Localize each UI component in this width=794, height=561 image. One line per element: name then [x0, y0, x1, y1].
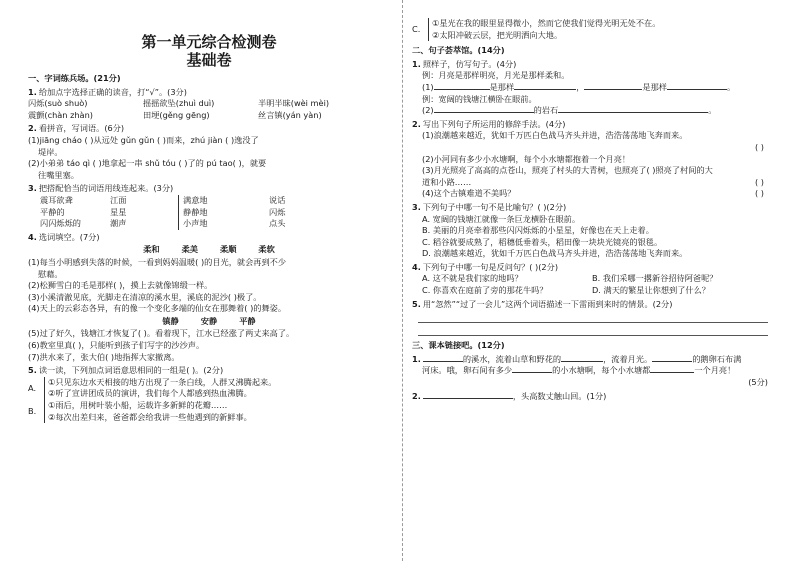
match-word[interactable]: 小声地 [183, 218, 208, 229]
example-sentence: 例：宽阔的钱塘江横卧在眼前。 [422, 93, 537, 104]
fill-line[interactable]: (2) 的岩石 。 [422, 105, 717, 116]
item-line: (3)月光照亮了高高的点苍山，照亮了村头的大青树，也照亮了( )照亮了村间的大 [422, 165, 713, 176]
match-word[interactable]: 说话 [269, 194, 286, 205]
answer-paren[interactable]: ( ) [755, 176, 764, 187]
item-line[interactable]: (4)天上的云彩态各异，有的像一个变化多端的仙女在那舞着( )的舞姿。 [28, 303, 287, 314]
choice-b[interactable]: B. 我们采哪一撂新谷招待阿爸呢？ [592, 273, 718, 284]
item-line[interactable]: (2)松狮雪白的毛是那样( )，摸上去就像锦缎一样。 [28, 280, 213, 291]
pinyin-row-2 [28, 110, 390, 122]
word-bank-1: 柔和 柔美 柔顺 柔软 [143, 244, 275, 255]
match-column-2 [110, 195, 178, 230]
pinyin-item[interactable]: 丝言镇(yán yàn) [258, 109, 322, 120]
choice-b[interactable]: B. ①雨后，用树叶装小船，运载许多新鲜的花瓣…… ②每次出差归来，爸爸都会给我讲一些他遇到的新鲜事。 [28, 400, 252, 422]
item-line: 道和小路…… [422, 176, 472, 187]
column-divider [402, 0, 403, 561]
item-line: 往嘴里塞。 [38, 169, 79, 180]
item-line: (4)这个古镇难道不美吗？ [422, 188, 516, 199]
question-2-5: 5. 用“忽然”“过了一会儿”这两个词语描述一下雷雨到来时的情景。(2分) [412, 299, 774, 337]
question-2-1: 1. 照样子，仿写句子。(4分) 例：月亮是那样明亮，月光是那样柔和。 (1) 是那样 ， 是那样 。 例：宽阔的钱塘江横卧在眼前。 (2) 的岩石 。 [412, 59, 774, 117]
match-column-3 [178, 195, 269, 230]
choice-d[interactable]: D. 浪潮越来越近，犹如千万匹白色战马齐头并进，浩浩荡荡地飞奔而来。 [422, 248, 688, 259]
match-word[interactable]: 江面 [110, 194, 127, 205]
page-subtitle: 基础卷 [186, 51, 232, 69]
item-line[interactable]: (6)教室里真( )，只能听到孩子们写字的沙沙声。 [28, 340, 205, 351]
match-column-4 [269, 195, 339, 230]
question-2-2: 2. 写出下列句子所运用的修辞手法。(4分) (1)浪潮越来越近，犹如千万匹白色战马齐头并进，浩浩荡荡地飞奔而来。 ( ) (2)小河同有多少小水塘啊，每个小水塘都抱着一个月亮！ (3)月光照亮了高高的点苍山，照亮了村头的大青树，也照亮了( )照亮了村间的大 道和小路…… ( ) (4)这个古镇难道不美吗？ ( ) [412, 119, 774, 200]
match-word[interactable]: 点头 [269, 218, 286, 229]
choice-a[interactable]: A. ①只见东边水天相接的地方出现了一条白线，人群又沸腾起来。 ②听了宣讲团成员的演讲，我们每个人都感到热血沸腾。 [28, 376, 277, 399]
match-word[interactable]: 潮声 [110, 218, 127, 229]
question-1-1: 1. 给加点字选择正确的读音，打“√”。(3分) 闪烁(suò shuò) 摇摇欲坠(zhuì duì) 半明半昧(wèi mèi) 震颤(chàn zhàn) 田埂(gěng gēng) 丝言镇(yán yàn) [28, 87, 390, 122]
choice-a[interactable]: A. 这不就是我们家的地吗？ [422, 273, 523, 284]
item-line[interactable]: (7)洪水来了，张大伯( )地指挥大家撤离。 [28, 351, 180, 362]
example-sentence: 例：月亮是那样明亮，月光是那样柔和。 [422, 70, 570, 81]
page-title: 第一单元综合检测卷 [141, 33, 277, 51]
pinyin-row-1 [28, 98, 390, 110]
answer-paren[interactable]: ( ) [755, 141, 764, 152]
pinyin-item[interactable]: 田埂(gěng gēng) [143, 109, 210, 120]
item-line: (1)浪潮越来越近，犹如千万匹白色战马齐头并进，浩浩荡荡地飞奔而来。 [422, 130, 688, 141]
match-column-1 [40, 195, 110, 230]
item-line: (2)小河同有多少小水塘啊，每个小水塘都抱着一个月亮！ [422, 153, 631, 164]
match-word[interactable]: 平静的 [40, 206, 65, 217]
choice-d[interactable]: D. 满天的繁星让你想到了什么？ [592, 285, 710, 296]
matching-grid [28, 195, 390, 230]
answer-line[interactable] [418, 310, 768, 323]
answer-paren[interactable]: ( ) [755, 188, 764, 199]
question-3-1: 1. 的溪水，流着山草和野花的 ，流着月光。 的鹅卵石布满 河床。哦，卵石间有多少 的小水塘啊，每个小水塘都 一个月亮！ (5分) [412, 354, 774, 389]
score-note: (5分) [748, 377, 768, 388]
match-word[interactable]: 闪烁 [269, 206, 286, 217]
match-word[interactable]: 满意地 [183, 194, 208, 205]
item-line: 慰藉。 [38, 268, 63, 279]
question-1-2: 2. 看拼音，写词语。(6分) (1)jiāng cháo ( )从远处 gǔn gǔn ( )而来，zhú jiàn ( )逸没了 堤岸。 (2)小弟弟 táo qì ( )地拿起一串 shǔ tóu ( )了的 pú tao( )，就要 往嘴里塞。 [28, 123, 390, 181]
match-word[interactable]: 静静地 [183, 206, 208, 217]
item-line[interactable]: (1)jiāng cháo ( )从远处 gǔn gǔn ( )而来，zhú jiàn ( )逸没了 [28, 134, 259, 145]
question-1-5: 5. 读一读，下列加点词语意思相同的一组是( )。(2分) A. ①只见东边水天相接的地方出现了一条白线，人群又沸腾起来。 ②听了宣讲团成员的演讲，我们每个人都感到热血沸腾。 B. ①雨后，用树叶装小船，运载许多新鲜的花瓣…… ②每次出差归来，爸爸都会给我讲一些他遇到的新鲜事。 [28, 365, 390, 423]
choice-a[interactable]: A. 宽阔的钱塘江就像一条巨龙横卧在眼前。 [422, 213, 581, 224]
answer-line[interactable] [418, 323, 768, 336]
choice-b[interactable]: B. 美丽的月亮牵着那些闪闪烁烁的小星星，好像也在天上走着。 [422, 225, 654, 236]
match-word[interactable]: 闪闪烁烁的 [40, 218, 81, 229]
choice-c[interactable]: C. ①星光在我的眼里显得微小，然而它使我们觉得光明无处不在。 ②太阳冲破云层，把光明洒向大地。 [412, 18, 661, 40]
question-1-4: 4. 选词填空。(7分) 柔和 柔美 柔顺 柔软 (1)每当小明感到失落的时候，一看到妈妈温暖( )的目光，就会再到不少 慰藉。 (2)松狮雪白的毛是那样( )，摸上去就像锦缎一样。 (3)小溪清澈见底，光脚走在清凉的溪水里，溪底的泥沙( )极了。 (4)天上的云彩态各异，有的像一个变化多端的仙女在那舞着( )的舞姿。 镇静 安静 平静 (5)过了好久，钱塘江才恢复了( )。看着现下，江水已经涨了两丈来高了。 (6)教室里真( )，只能听到孩子们写字的沙沙声。 (7)洪水来了，张大伯( )地指挥大家撤离。 [28, 232, 390, 364]
item-line[interactable]: (2)小弟弟 táo qì ( )地拿起一串 shǔ tóu ( )了的 pú tao( )，就要 [28, 158, 267, 169]
question-3-2: 2. ，头高数丈触山回。(1分) [412, 390, 607, 401]
question-2-4: 4. 下列句子中哪一句是反问句？( )(2分) A. 这不就是我们家的地吗？ B. 我们采哪一撂新谷招待阿爸呢？ C. 你喜欢在庭前了旁的那花牛吗？ D. 满天的繁星让你想到了什么？ [412, 261, 718, 296]
fill-line[interactable]: (1) 是那样 ， 是那样 。 [422, 81, 736, 92]
section-1-heading: 一、字词练兵场。(21分) [28, 73, 121, 83]
right-column [412, 0, 774, 402]
pinyin-item[interactable]: 闪烁(suò shuò) [28, 98, 88, 109]
match-word[interactable]: 星星 [110, 206, 127, 217]
pinyin-item[interactable]: 半明半昧(wèi mèi) [258, 98, 330, 109]
item-line[interactable]: (5)过了好久，钱塘江才恢复了( )。看着现下，江水已经涨了两丈来高了。 [28, 328, 295, 339]
item-line[interactable]: (3)小溪清澈见底，光脚走在清凉的溪水里，溪底的泥沙( )极了。 [28, 291, 262, 302]
question-1-3: 3. 把搭配恰当的词语用线连起来。(3分) 震耳欲聋 平静的 闪闪烁烁的 江面 星星 潮声 满意地 静静地 小声地 说话 闪烁 点头 [28, 183, 390, 229]
section-2-heading: 二、句子荟萃馆。(14分) [412, 45, 505, 56]
word-bank-2: 镇静 安静 平静 [162, 315, 256, 326]
pinyin-item[interactable]: 震颤(chàn zhàn) [28, 109, 93, 120]
item-line[interactable]: (1)每当小明感到失落的时候，一看到妈妈温暖( )的目光，就会再到不少 [28, 256, 287, 267]
match-word[interactable]: 震耳欲聋 [40, 194, 73, 205]
section-3-heading: 三、课本链接吧。(12分) [412, 340, 505, 351]
left-column [28, 0, 390, 423]
choice-c[interactable]: C. 你喜欢在庭前了旁的那花牛吗？ [422, 285, 548, 296]
question-2-3: 3. 下列句子中哪一句不是比喻句？( )(2分) A. 宽阔的钱塘江就像一条巨龙横卧在眼前。 B. 美丽的月亮牵着那些闪闪烁烁的小星星，好像也在天上走着。 C. 稻谷就要成熟了，稻穗低垂着头，稻田像一块块光镜亮的银毯。 D. 浪潮越来越近，犹如千万匹白色战马齐头并进，浩浩荡荡地飞奔而来。 [412, 202, 774, 260]
item-line: 堤岸。 [38, 146, 63, 157]
choice-c[interactable]: C. 稻谷就要成熟了，稻穗低垂着头，稻田像一块块光镜亮的银毯。 [422, 236, 663, 247]
pinyin-item[interactable]: 摇摇欲坠(zhuì duì) [143, 98, 215, 109]
